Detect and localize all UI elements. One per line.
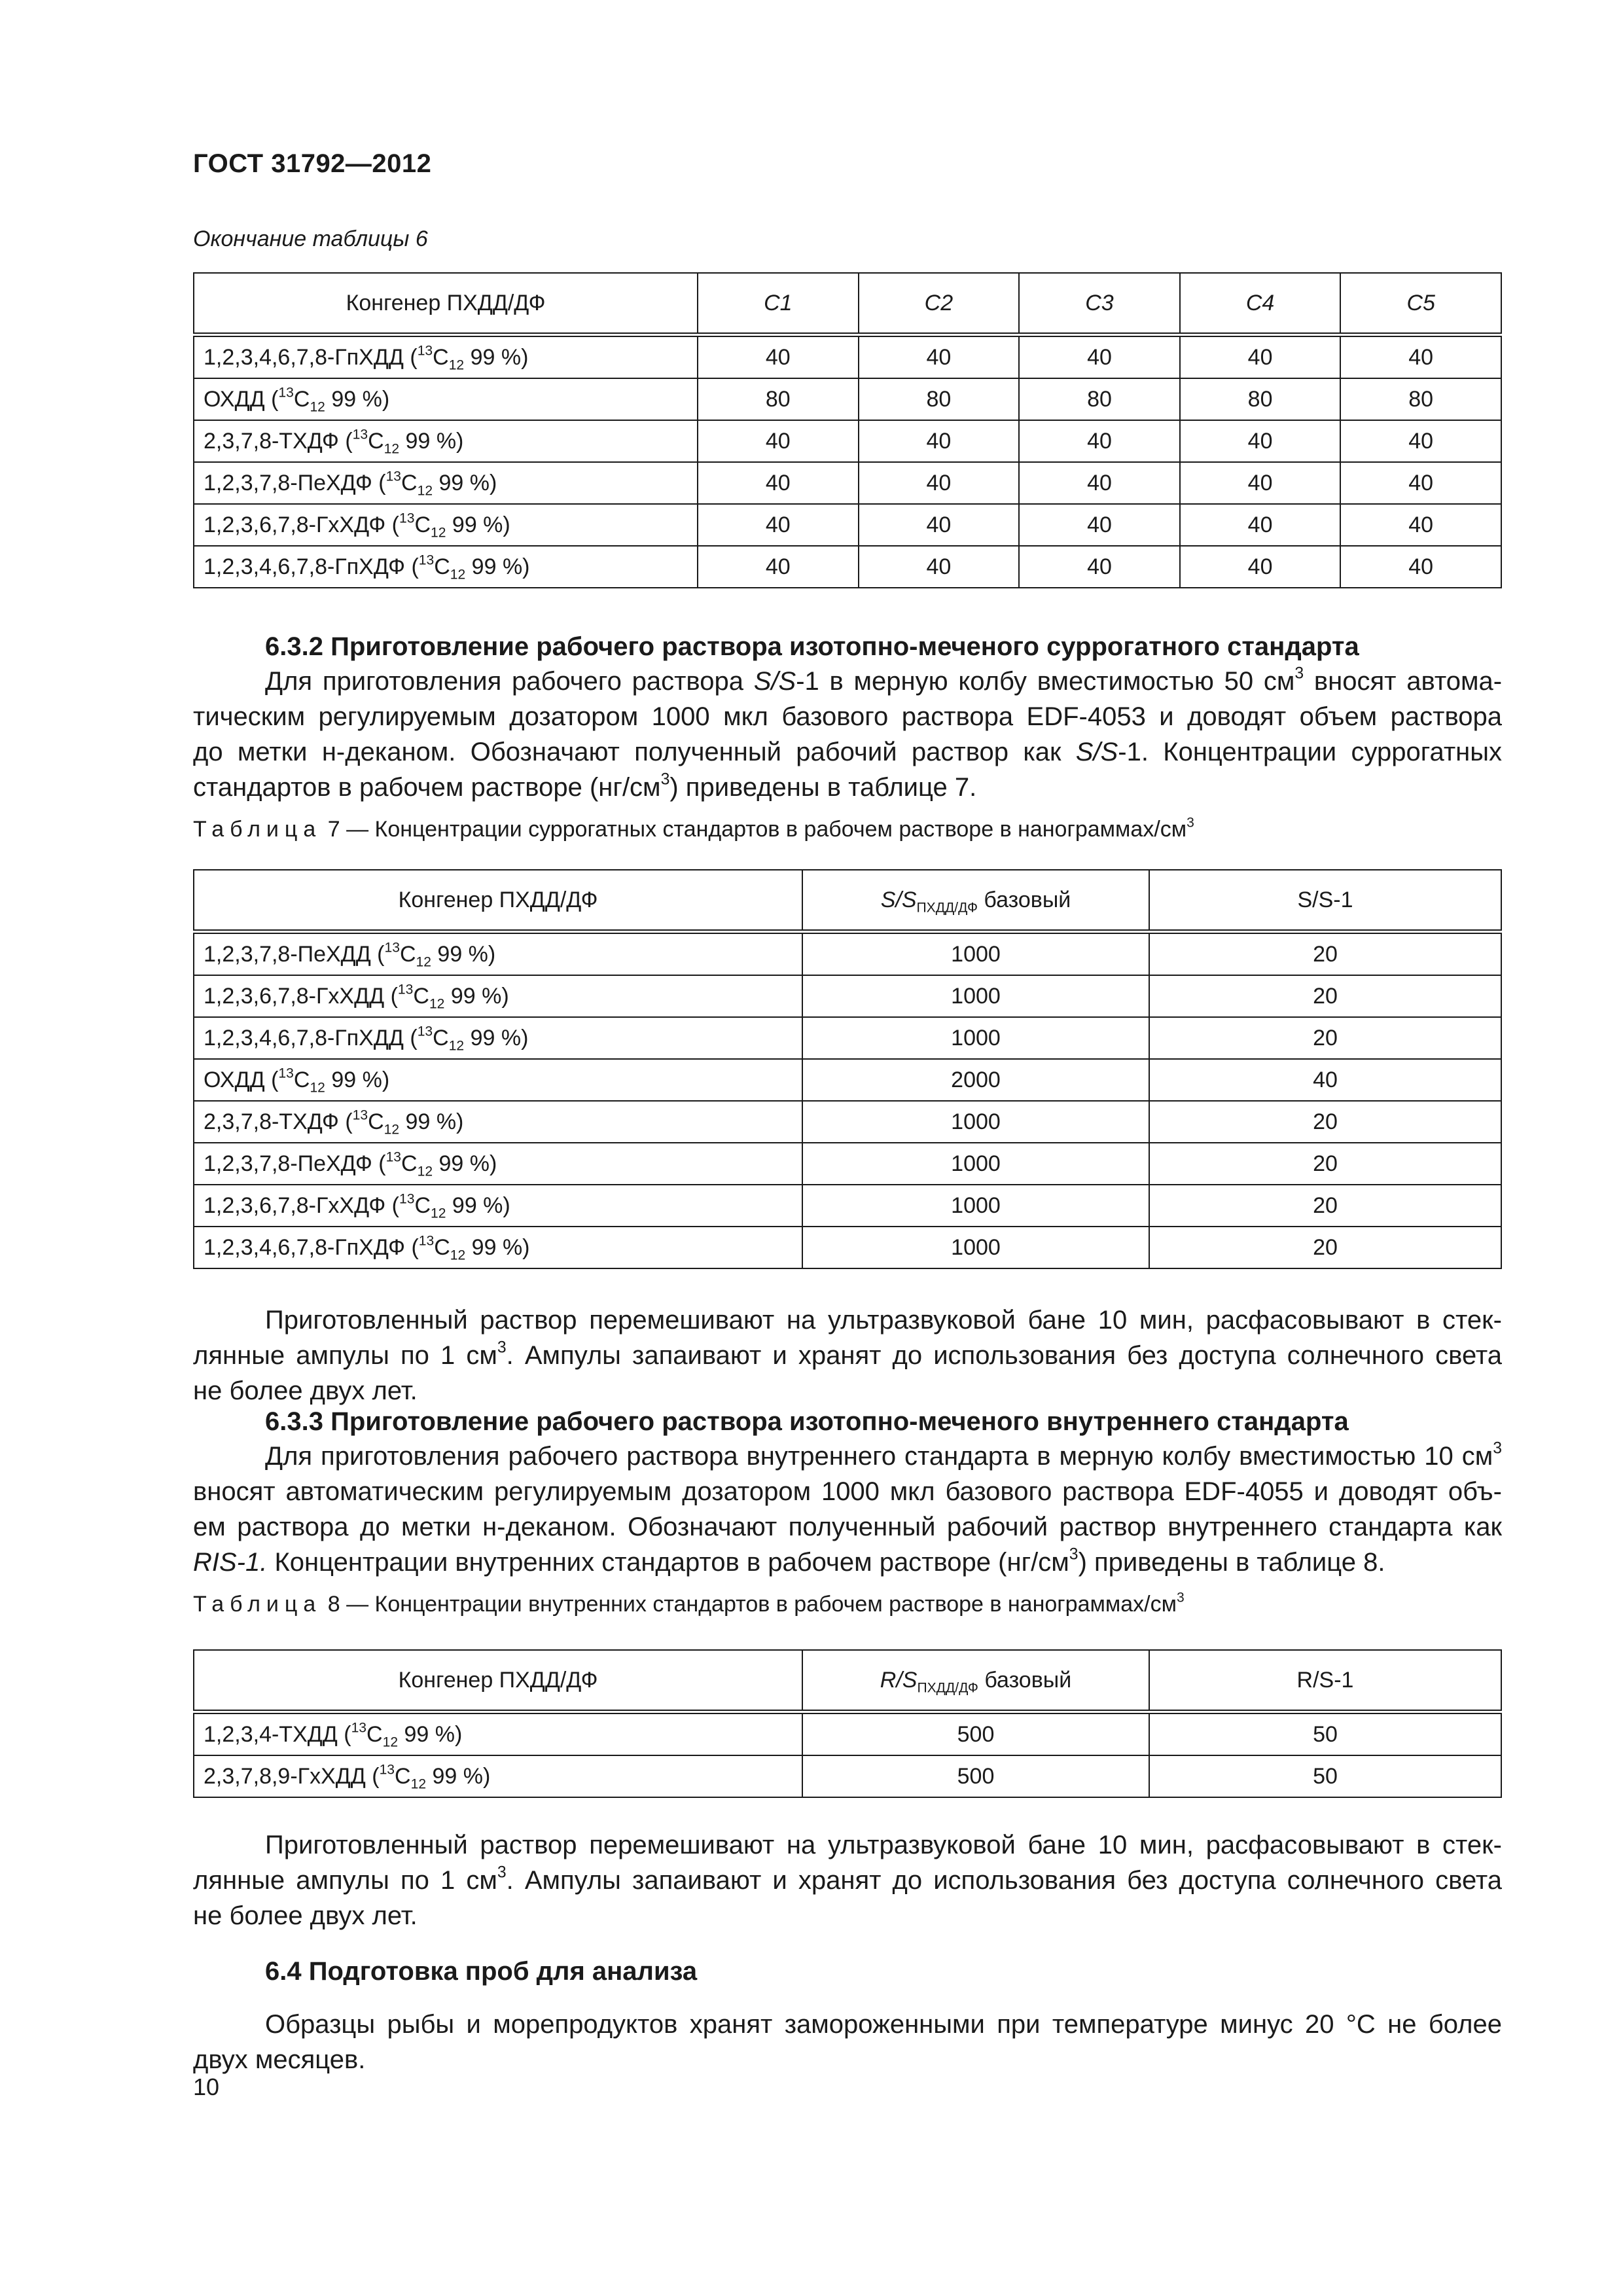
working-value-cell: 50: [1149, 1712, 1501, 1756]
text-line: Образцы рыбы и морепродуктов хранят замороженными при температуре минус 20 °С не более: [265, 2010, 1502, 2039]
value-cell-c3: 80: [1019, 378, 1180, 420]
table-row: [194, 975, 1501, 1017]
table-row: [194, 1101, 1501, 1143]
value-cell-c1: 40: [698, 546, 859, 588]
value-cell-c3: 40: [1019, 462, 1180, 504]
working-value-cell: 50: [1149, 1755, 1501, 1797]
paragraph-after-table-7: [193, 1302, 1502, 1408]
value-cell-c1: 40: [698, 462, 859, 504]
table-row: [194, 462, 1501, 504]
col-header-congener: Конгенер ПХДД/ДФ: [194, 870, 802, 932]
base-value-cell: 1000: [802, 1185, 1149, 1227]
table-8-header-row: [194, 1650, 1501, 1712]
base-value-cell: 2000: [802, 1059, 1149, 1101]
table-7: [193, 869, 1502, 1269]
document-page: [193, 0, 1502, 2296]
value-cell-c1: 80: [698, 378, 859, 420]
table-row: [194, 504, 1501, 546]
congener-cell: 1,2,3,4,6,7,8-ГпХДФ ($^{13}C_{12}$ 99 %): [194, 546, 698, 588]
congener-cell: 1,2,3,4,6,7,8-ГпХДФ ($^{13}C_{12}$ 99 %): [194, 1227, 802, 1268]
congener-cell: 1,2,3,7,8-ПеХДФ ($^{13}C_{12}$ 99 %): [194, 462, 698, 504]
congener-cell: 1,2,3,6,7,8-ГхХДФ ($^{13}C_{12}$ 99 %): [194, 504, 698, 546]
value-cell-c4: 40: [1180, 504, 1341, 546]
table-7-caption: Таблица 7 — Концентрации суррогатных стандартов в рабочем растворе в нанограммах/$см^3$: [193, 815, 1194, 842]
col-header-base: $R/S_{ПХДД/ДФ}$ базовый: [802, 1650, 1149, 1712]
value-cell-c5: 40: [1340, 420, 1501, 462]
section-6-4-title: 6.4 Подготовка проб для анализа: [265, 1957, 698, 1986]
working-value-cell: 20: [1149, 975, 1501, 1017]
table-row: [194, 1059, 1501, 1101]
value-cell-c2: 40: [859, 420, 1020, 462]
congener-cell: 1,2,3,6,7,8-ГхХДФ ($^{13}C_{12}$ 99 %): [194, 1185, 802, 1227]
text-line: Приготовленный раствор перемешивают на ультразвуковой бане 10 мин, расфасовывают в стек-: [265, 1306, 1502, 1335]
base-value-cell: 1000: [802, 1227, 1149, 1268]
value-cell-c2: 40: [859, 335, 1020, 379]
value-cell-c4: 40: [1180, 420, 1341, 462]
value-cell-c3: 40: [1019, 420, 1180, 462]
congener-cell: 2,3,7,8-ТХДФ ($^{13}C_{12}$ 99 %): [194, 420, 698, 462]
section-6-3-3-text: [193, 1439, 1502, 1580]
value-cell-c3: 40: [1019, 546, 1180, 588]
col-header-c3: C3: [1019, 273, 1180, 335]
text-line: Для приготовления рабочего раствора S/S-1 в мерную колбу вместимостью 50 $см^3$ вносят автома-: [265, 664, 1503, 696]
congener-cell: 1,2,3,7,8-ПеХДД ($^{13}C_{12}$ 99 %): [194, 932, 802, 976]
table-6-header-row: [194, 273, 1501, 335]
value-cell-c3: 40: [1019, 504, 1180, 546]
value-cell-c2: 40: [859, 462, 1020, 504]
section-6-3-3-title: 6.3.3 Приготовление рабочего раствора изотопно-меченого внутреннего стандарта: [265, 1407, 1349, 1436]
text-line: RIS-1. Концентрации внутренних стандартов в рабочем растворе $(нг/см^3)$ приведены в таблице 8.: [193, 1545, 1385, 1577]
table-row: [194, 1185, 1501, 1227]
table-row: [194, 1227, 1501, 1268]
text-line: стандартов в рабочем растворе $(нг/см^3)$ приведены в таблице 7.: [193, 770, 977, 802]
value-cell-c3: 40: [1019, 335, 1180, 379]
value-cell-c4: 40: [1180, 462, 1341, 504]
col-header-congener: Конгенер ПХДД/ДФ: [194, 273, 698, 335]
value-cell-c5: 80: [1340, 378, 1501, 420]
page-number: 10: [193, 2073, 220, 2100]
col-header-base: $S/S_{ПХДД/ДФ}$ базовый: [802, 870, 1149, 932]
value-cell-c1: 40: [698, 504, 859, 546]
table-7-header-row: [194, 870, 1501, 932]
table-8-caption: Таблица 8 — Концентрации внутренних стандартов в рабочем растворе в нанограммах/$см^3$: [193, 1590, 1185, 1617]
table-row: [194, 335, 1501, 379]
table-6: [193, 272, 1502, 588]
text-line: лянные ампулы по 1 $см^3$. Ампулы запаивают и хранят до использования без доступа солнечного света: [193, 1338, 1502, 1370]
table-row: [194, 1712, 1501, 1756]
value-cell-c5: 40: [1340, 335, 1501, 379]
text-line: до метки н-деканом. Обозначают полученный рабочий раствор как S/S-1. Концентрации суррогатных: [193, 738, 1502, 766]
table-row: [194, 378, 1501, 420]
congener-cell: ОХДД ($^{13}C_{12}$ 99 %): [194, 1059, 802, 1101]
value-cell-c5: 40: [1340, 546, 1501, 588]
text-line: вносят автоматическим регулируемым дозатором 1000 мкл базового раствора EDF-4055 и доводят объ-: [193, 1477, 1502, 1506]
table-row: [194, 1143, 1501, 1185]
col-header-c2: C2: [859, 273, 1020, 335]
congener-cell: 1,2,3,6,7,8-ГхХДД ($^{13}C_{12}$ 99 %): [194, 975, 802, 1017]
text-line: не более двух лет.: [193, 1376, 418, 1405]
working-value-cell: 40: [1149, 1059, 1501, 1101]
working-value-cell: 20: [1149, 1101, 1501, 1143]
working-value-cell: 20: [1149, 1017, 1501, 1059]
value-cell-c2: 80: [859, 378, 1020, 420]
section-6-4-text: [193, 2007, 1502, 2077]
value-cell-c1: 40: [698, 420, 859, 462]
col-header-working: S/S-1: [1149, 870, 1501, 932]
table-row: [194, 932, 1501, 976]
value-cell-c4: 40: [1180, 546, 1341, 588]
working-value-cell: 20: [1149, 1185, 1501, 1227]
value-cell-c1: 40: [698, 335, 859, 379]
base-value-cell: 1000: [802, 1143, 1149, 1185]
base-value-cell: 500: [802, 1755, 1149, 1797]
base-value-cell: 1000: [802, 1017, 1149, 1059]
base-value-cell: 500: [802, 1712, 1149, 1756]
congener-cell: 2,3,7,8-ТХДФ ($^{13}C_{12}$ 99 %): [194, 1101, 802, 1143]
congener-cell: ОХДД ($^{13}C_{12}$ 99 %): [194, 378, 698, 420]
value-cell-c2: 40: [859, 504, 1020, 546]
working-value-cell: 20: [1149, 1143, 1501, 1185]
text-line: Приготовленный раствор перемешивают на ультразвуковой бане 10 мин, расфасовывают в стек-: [265, 1831, 1502, 1859]
table-row: [194, 420, 1501, 462]
paragraph-after-table-8: [193, 1827, 1502, 1933]
col-header-c4: C4: [1180, 273, 1341, 335]
text-line: Для приготовления рабочего раствора внутреннего стандарта в мерную колбу вместимостью 10 $см^3$: [265, 1439, 1502, 1471]
text-line: тическим регулируемым дозатором 1000 мкл базового раствора EDF-4053 и доводят объем раствора: [193, 702, 1502, 731]
col-header-working: R/S-1: [1149, 1650, 1501, 1712]
section-6-3-2-text: [193, 664, 1502, 805]
congener-cell: 1,2,3,7,8-ПеХДФ ($^{13}C_{12}$ 99 %): [194, 1143, 802, 1185]
text-line: лянные ампулы по 1 $см^3$. Ампулы запаивают и хранят до использования без доступа солнечного света: [193, 1863, 1502, 1895]
table-8: [193, 1649, 1502, 1798]
value-cell-c5: 40: [1340, 462, 1501, 504]
congener-cell: 1,2,3,4,6,7,8-ГпХДД ($^{13}C_{12}$ 99 %): [194, 1017, 802, 1059]
standard-header: ГОСТ 31792—2012: [193, 149, 432, 178]
value-cell-c4: 80: [1180, 378, 1341, 420]
working-value-cell: 20: [1149, 1227, 1501, 1268]
working-value-cell: 20: [1149, 932, 1501, 976]
table-row: [194, 546, 1501, 588]
base-value-cell: 1000: [802, 1101, 1149, 1143]
table-continuation-label: Окончание таблицы 6: [193, 226, 428, 251]
base-value-cell: 1000: [802, 975, 1149, 1017]
base-value-cell: 1000: [802, 932, 1149, 976]
table-row: [194, 1017, 1501, 1059]
value-cell-c5: 40: [1340, 504, 1501, 546]
congener-cell: 1,2,3,4-ТХДД ($^{13}C_{12}$ 99 %): [194, 1712, 802, 1756]
table-row: [194, 1755, 1501, 1797]
value-cell-c2: 40: [859, 546, 1020, 588]
section-6-3-2-title: 6.3.2 Приготовление рабочего раствора изотопно-меченого суррогатного стандарта: [265, 632, 1359, 661]
text-line: двух месяцев.: [193, 2045, 366, 2074]
col-header-c1: C1: [698, 273, 859, 335]
congener-cell: 2,3,7,8,9-ГхХДД ($^{13}C_{12}$ 99 %): [194, 1755, 802, 1797]
congener-cell: 1,2,3,4,6,7,8-ГпХДД ($^{13}C_{12}$ 99 %): [194, 335, 698, 379]
col-header-c5: C5: [1340, 273, 1501, 335]
col-header-congener: Конгенер ПХДД/ДФ: [194, 1650, 802, 1712]
value-cell-c4: 40: [1180, 335, 1341, 379]
text-line: не более двух лет.: [193, 1901, 418, 1930]
text-line: ем раствора до метки н-деканом. Обозначают полученный рабочий раствор внутреннего стандарта как: [193, 1513, 1502, 1541]
